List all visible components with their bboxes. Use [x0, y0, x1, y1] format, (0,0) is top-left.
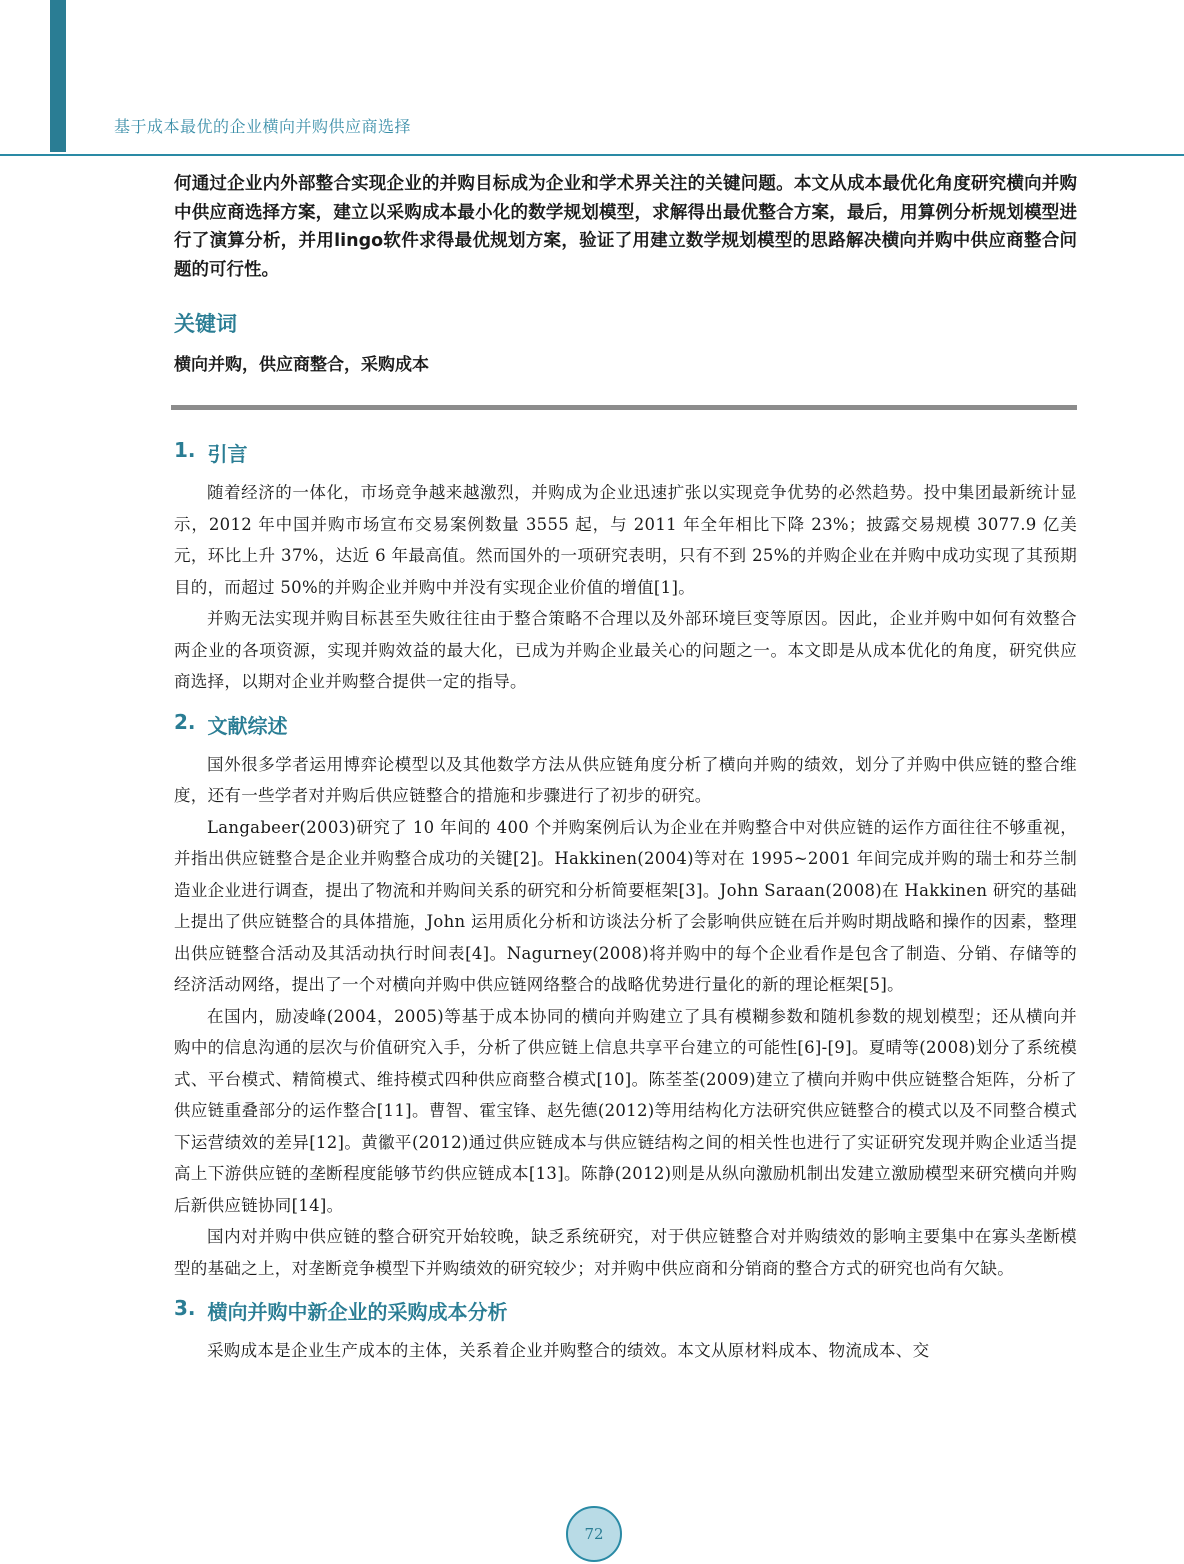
page-number: 72	[584, 1525, 604, 1543]
header-accent-bar	[50, 0, 66, 152]
running-title: 基于成本最优的企业横向并购供应商选择	[114, 117, 412, 136]
paragraph: 国外很多学者运用博弈论模型以及其他数学方法从供应链角度分析了横向并购的绩效，划分了并购中供应链的整合维度，还有一些学者对并购后供应链整合的措施和步骤进行了初步的研究。	[174, 754, 1077, 805]
abstract-text: 何通过企业内外部整合实现企业的并购目标成为企业和学术界关注的关键问题。本文从成本最优化角度研究横向并购中供应商选择方案，建立以采购成本最小化的数学规划模型，求解得出最优整合方案，最后，用算例分析规划模型进行了演算分析，并用lingo软件求得最优规划方案，验证了用建立数学规划模型的思路解决横向并购中供应商整合问题的可行性。	[174, 174, 1077, 280]
section-number: 1.	[174, 438, 196, 462]
section-number: 3.	[174, 1296, 196, 1320]
paragraph: 在国内，励凌峰(2004，2005)等基于成本协同的横向并购建立了具有模糊参数和随机参数的规划模型；还从横向并购中的信息沟通的层次与价值研究入手，分析了供应链上信息共享平台建立的可能性[6]-[9]。夏晴等(2008)划分了系统模式、平台模式、精简模式、维持模式四种供应商整合模式[10]。陈荃荃(2009)建立了横向并购中供应链整合矩阵，分析了供应链重叠部分的运作整合[11]。曹智、霍宝锋、赵先德(2012)等用结构化方法研究供应链整合的模式以及不同整合模式下运营绩效的差异[12]。黄徽平(2012)通过供应链成本与供应链结构之间的相关性也进行了实证研究发现并购企业适当提高上下游供应链的垄断程度能够节约供应链成本[13]。陈静(2012)则是从纵向激励机制出发建立激励模型来研究横向并购后新供应链协同[14]。	[174, 1006, 1077, 1215]
keywords-heading: 关键词	[174, 312, 237, 336]
section-title: 文献综述	[207, 713, 288, 738]
section-heading	[174, 1296, 1077, 1325]
section-introduction	[174, 438, 1077, 698]
section-literature-review	[174, 710, 1077, 1285]
keywords-text: 横向并购，供应商整合，采购成本	[174, 355, 429, 375]
paragraph: 国内对并购中供应链的整合研究开始较晚，缺乏系统研究，对于供应链整合对并购绩效的影响主要集中在寡头垄断模型的基础之上，对垄断竞争模型下并购绩效的研究较少；对并购中供应商和分销商的整合方式的研究也尚有欠缺。	[174, 1227, 1077, 1278]
section-divider	[171, 405, 1077, 410]
paragraph: 随着经济的一体化，市场竞争越来越激烈，并购成为企业迅速扩张以实现竞争优势的必然趋势。投中集团最新统计显示，2012 年中国并购市场宣布交易案例数量 3555 起，与 2011 年全年相比下降 23%；披露交易规模 3077.9 亿美元，环比上升 37%，达近 6 年最高值。然而国外的一项研究表明，只有不到 25%的并购企业在并购中成功实现了其预期目的，而超过 50%的并购企业并购中并没有实现企业价值的增值[1]。	[174, 483, 1077, 597]
paragraph: 采购成本是企业生产成本的主体，关系着企业并购整合的绩效。本文从原材料成本、物流成本、交	[207, 1341, 930, 1360]
section-title: 引言	[207, 442, 248, 466]
section-cost-analysis	[174, 1296, 1077, 1367]
page-number-badge	[566, 1506, 622, 1562]
section-heading	[174, 438, 1077, 467]
paragraph: 并购无法实现并购目标甚至失败往往由于整合策略不合理以及外部环境巨变等原因。因此，企业并购中如何有效整合两企业的各项资源，实现并购效益的最大化，已成为并购企业最关心的问题之一。本文即是从成本优化的角度，研究供应商选择，以期对企业并购整合提供一定的指导。	[174, 609, 1077, 691]
section-heading	[174, 710, 1077, 739]
header-rule	[0, 154, 1184, 156]
section-title: 横向并购中新企业的采购成本分析	[207, 1300, 508, 1324]
page-content	[174, 170, 1077, 1367]
paragraph: Langabeer(2003)研究了 10 年间的 400 个并购案例后认为企业在并购整合中对供应链的运作方面往往不够重视，并指出供应链整合是企业并购整合成功的关键[2]。Hakkinen(2004)等对在 1995~2001 年间完成并购的瑞士和芬兰制造业企业进行调查，提出了物流和并购间关系的研究和分析简要框架[3]。John Saraan(2008)在 Hakkinen 研究的基础上提出了供应链整合的具体措施，John 运用质化分析和访谈法分析了会影响供应链在后并购时期战略和操作的因素，整理出供应链整合活动及其活动执行时间表[4]。Nagurney(2008)将并购中的每个企业看作是包含了制造、分销、存储等的经济活动网络，提出了一个对横向并购中供应链网络整合的战略优势进行量化的新的理论框架[5]。	[174, 817, 1077, 994]
section-number: 2.	[174, 709, 196, 734]
